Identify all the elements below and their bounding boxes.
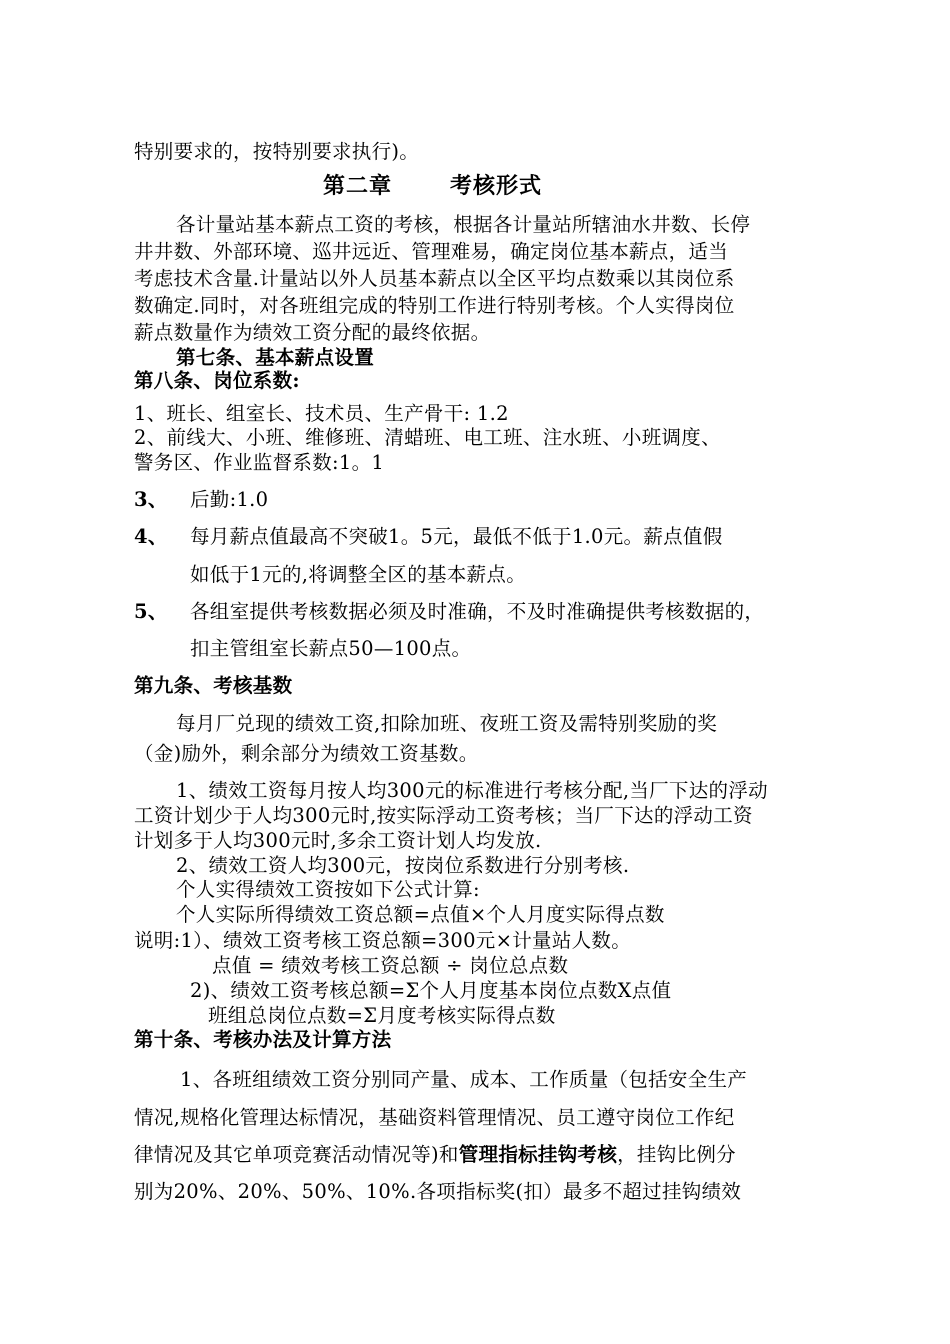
- text-line: 特别要求的，按特别要求执行)。: [134, 140, 420, 163]
- paragraph-line: 计划多于人均300元时,多余工资计划人均发放.: [134, 829, 542, 852]
- paragraph-line: 1、绩效工资每月按人均300元的标准进行考核分配,当厂下达的浮动: [176, 779, 768, 802]
- paragraph-line: 2、绩效工资人均300元，按岗位系数进行分别考核.: [176, 854, 630, 877]
- text-segment: 律情况及其它单项竞赛活动情况等)和: [134, 1143, 459, 1166]
- list-item-continued: 警务区、作业监督系数:1。1: [134, 451, 385, 474]
- paragraph-line: 井井数、外部环境、巡井远近、管理难易，确定岗位基本薪点，适当: [134, 240, 729, 263]
- list-item: [134, 525, 723, 549]
- list-item: [134, 600, 764, 624]
- paragraph-line: 情况,规格化管理达标情况，基础资料管理情况、员工遵守岗位工作纪: [134, 1106, 735, 1129]
- formula-line: 2)、绩效工资考核总额=Σ个人月度基本岗位点数Χ点值: [190, 979, 672, 1002]
- paragraph-line: 1、各班组绩效工资分别同产量、成本、工作质量（包括安全生产: [180, 1068, 748, 1091]
- formula-line: 个人实际所得绩效工资总额=点值×个人月度实际得点数: [176, 903, 665, 926]
- paragraph-line: 薪点数量作为绩效工资分配的最终依据。: [134, 321, 491, 344]
- list-item-continued: 扣主管组室长薪点50—100点。: [190, 637, 472, 660]
- list-item: [134, 488, 268, 512]
- formula-line: 说明:1）、绩效工资考核工资总额=300元×计量站人数。: [134, 929, 632, 952]
- paragraph-line: 别为20%、20%、50%、10%.各项指标奖(扣）最多不超过挂钩绩效: [134, 1180, 742, 1203]
- list-number: 3、: [134, 488, 168, 511]
- list-text: 各组室提供考核数据必须及时准确，不及时准确提供考核数据的，: [190, 600, 765, 623]
- text-segment: ，挂钩比例分: [617, 1143, 736, 1166]
- list-text: 每月薪点值最高不突破1。5元，最低不低于1.0元。薪点值假: [190, 525, 723, 548]
- paragraph-line: 个人实得绩效工资按如下公式计算:: [176, 878, 480, 901]
- paragraph-line: （金)励外，剩余部分为绩效工资基数。: [134, 742, 479, 765]
- article-heading: 第十条、考核办法及计算方法: [134, 1028, 392, 1051]
- list-item: 1、班长、组室长、技术员、生产骨干: 1.2: [134, 402, 509, 425]
- bold-text-segment: 管理指标挂钩考核: [458, 1143, 618, 1166]
- article-heading: 第九条、考核基数: [134, 674, 293, 697]
- chapter-title: 考核形式: [450, 173, 543, 199]
- formula-line: 点值 = 绩效考核工资总额 ÷ 岗位总点数: [212, 954, 569, 977]
- paragraph-line: 考虑技术含量.计量站以外人员基本薪点以全区平均点数乘以其岗位系: [134, 267, 735, 290]
- list-item: 2、前线大、小班、维修班、清蜡班、电工班、注水班、小班调度、: [134, 426, 721, 449]
- paragraph-line: 每月厂兑现的绩效工资,扣除加班、夜班工资及需特别奖励的奖: [176, 712, 718, 735]
- paragraph-line: 工资计划少于人均300元时,按实际浮动工资考核；当厂下达的浮动工资: [134, 804, 753, 827]
- chapter-number: 第二章: [323, 173, 393, 199]
- list-item-continued: 如低于1元的,将调整全区的基本薪点。: [190, 563, 527, 586]
- chapter-heading: [323, 174, 542, 198]
- formula-line: 班组总岗位点数=Σ月度考核实际得点数: [208, 1004, 556, 1027]
- paragraph-line: 数确定.同时，对各班组完成的特别工作进行特别考核。个人实得岗位: [134, 294, 735, 317]
- article-heading: 第八条、岗位系数:: [134, 369, 300, 392]
- list-text: 后勤:1.0: [190, 488, 269, 511]
- list-number: 4、: [134, 525, 168, 548]
- paragraph-line: [134, 1143, 736, 1167]
- list-number: 5、: [134, 600, 168, 623]
- article-heading: 第七条、基本薪点设置: [176, 346, 375, 369]
- paragraph-line: 各计量站基本薪点工资的考核，根据各计量站所辖油水井数、长停: [176, 213, 751, 236]
